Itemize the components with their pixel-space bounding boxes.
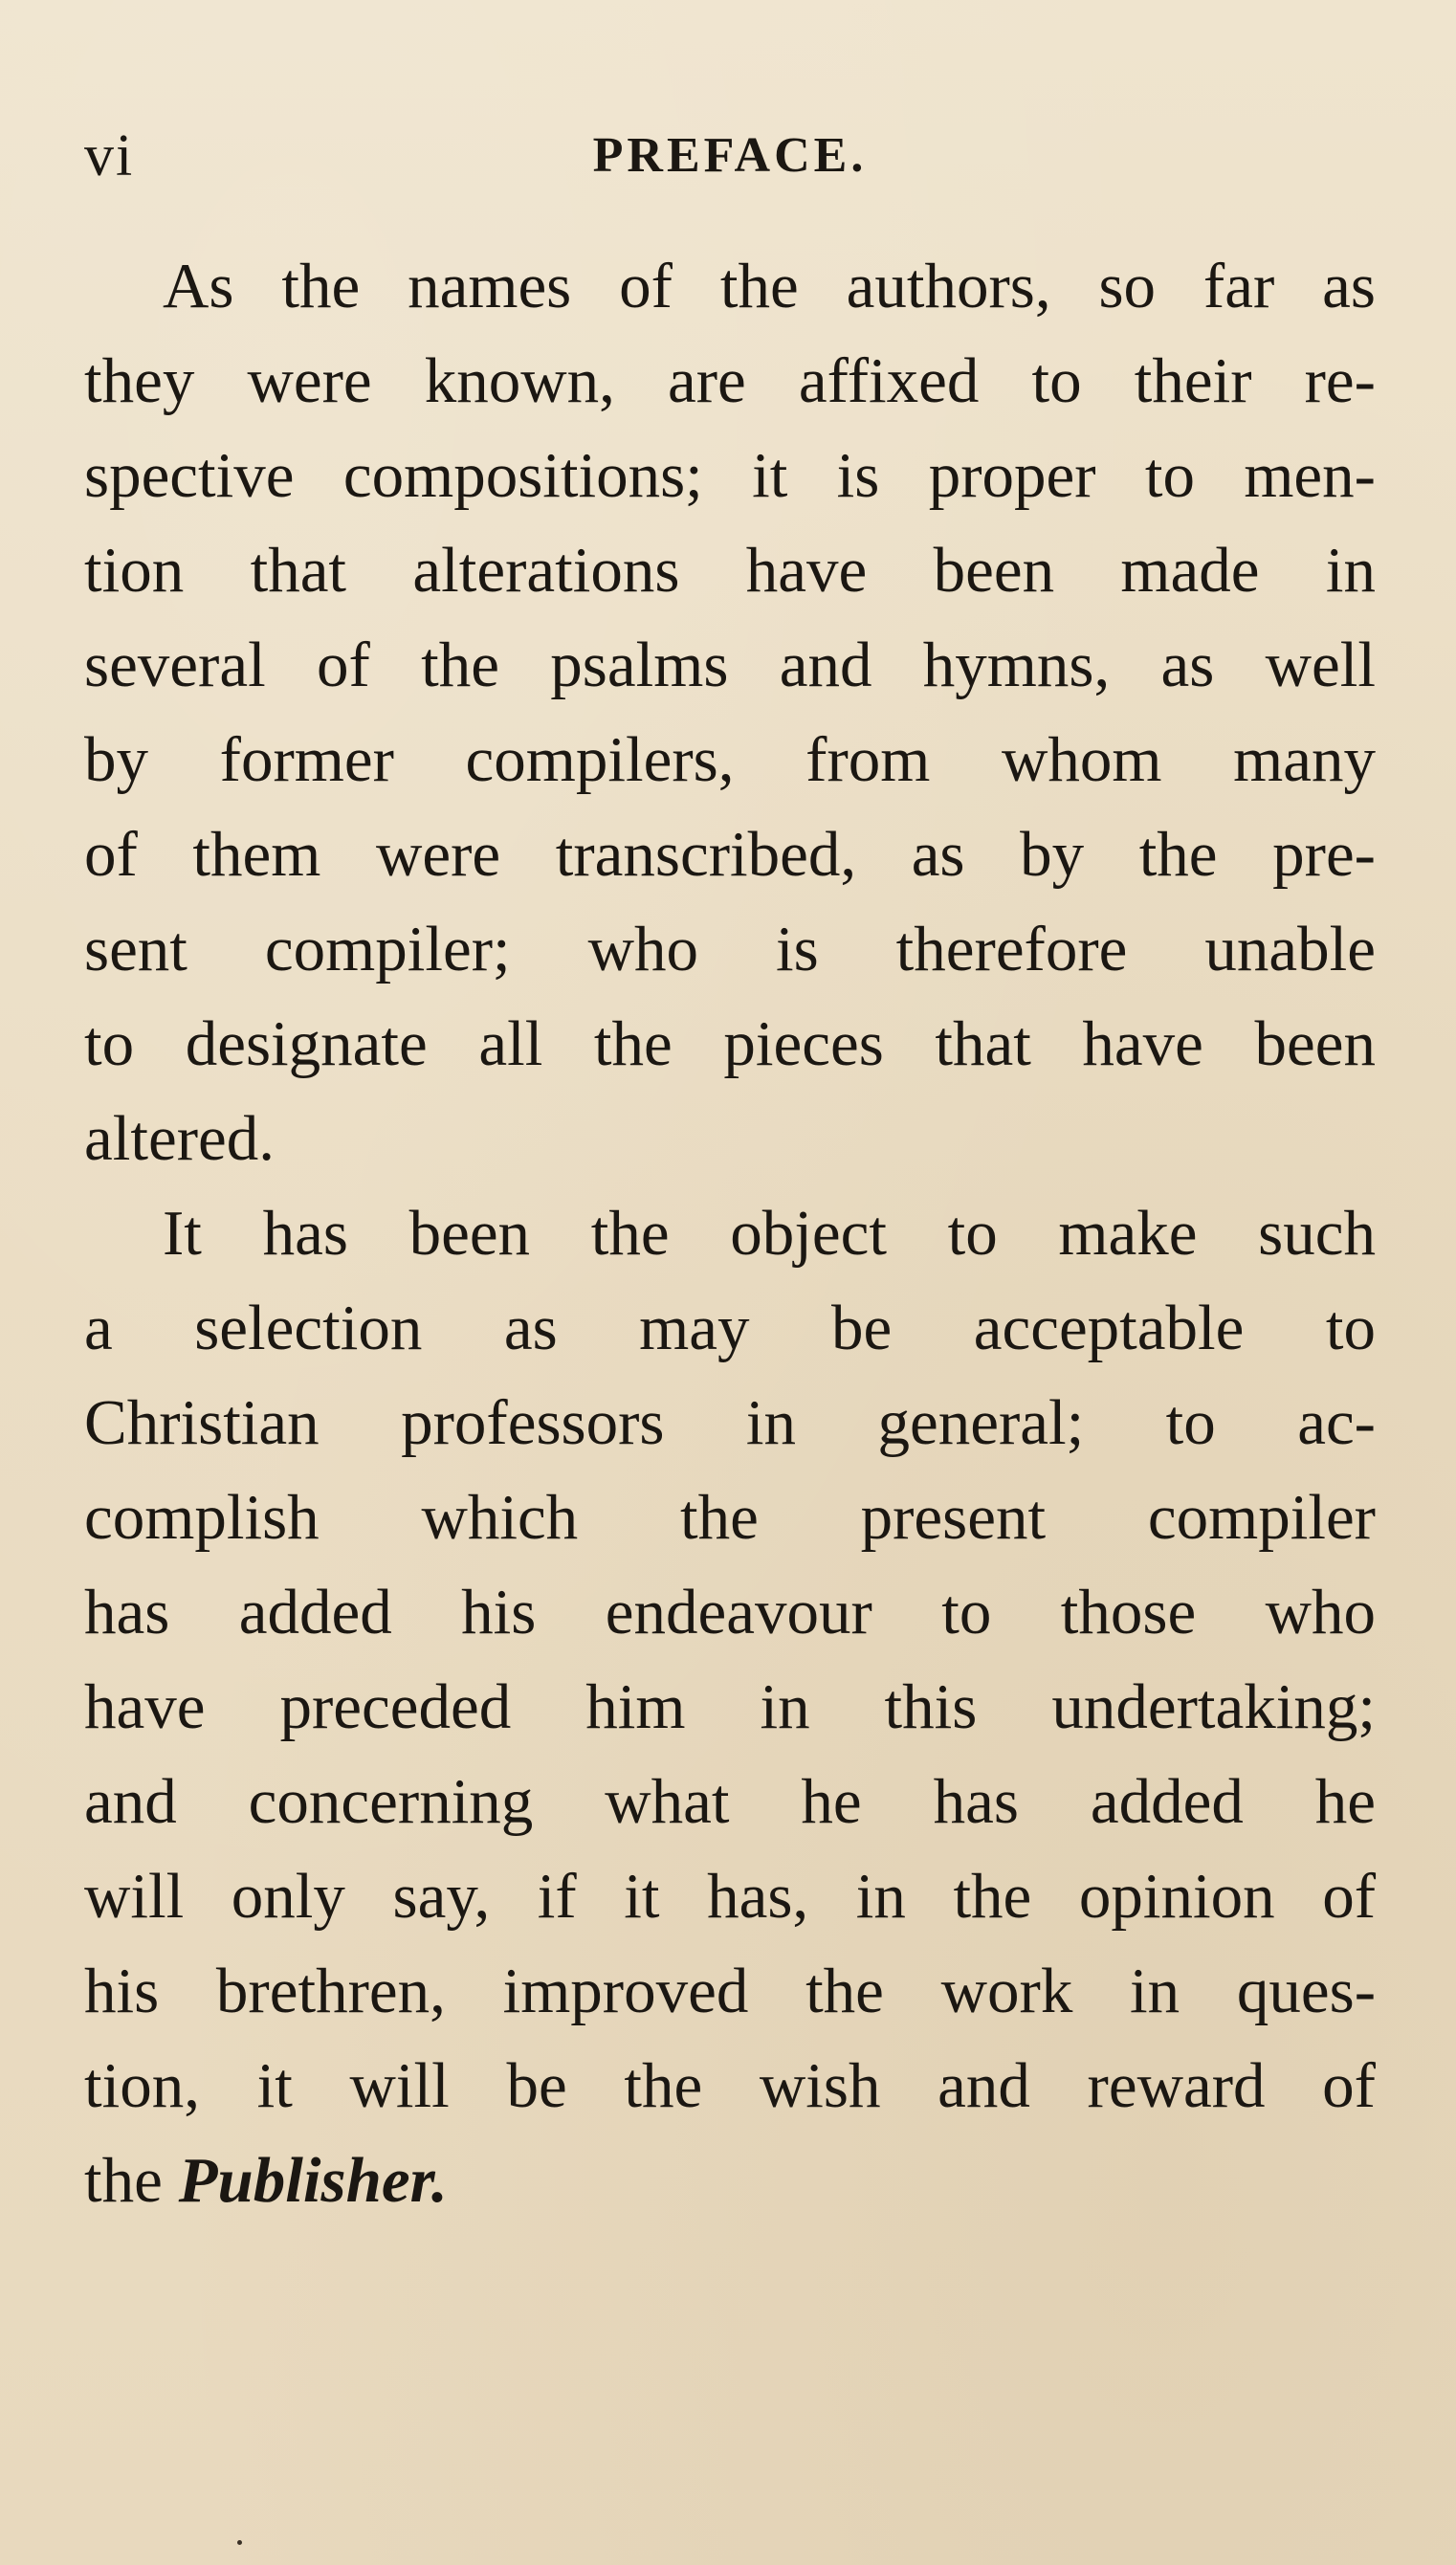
text-line: by former compilers, from whom many xyxy=(84,724,1376,795)
text-line: Christian professors in general; to ac- xyxy=(84,1387,1376,1458)
text-line: of them were transcribed, as by the pre- xyxy=(84,819,1376,890)
paragraph-2 xyxy=(84,1186,1376,2228)
text-line: altered. xyxy=(84,1103,276,1174)
text-line: tion, it will be the wish and reward of xyxy=(84,2050,1376,2121)
text-line: several of the psalms and hymns, as well xyxy=(84,630,1376,700)
preface-body xyxy=(84,239,1376,2228)
text-line: tion that alterations have been made in xyxy=(84,535,1376,606)
text-line: spective compositions; it is proper to men- xyxy=(84,440,1376,511)
text-line: will only say, if it has, in the opinion of xyxy=(84,1861,1376,1932)
text-line: a selection as may be acceptable to xyxy=(84,1293,1376,1363)
text-line: they were known, are affixed to their re- xyxy=(84,345,1376,416)
text-line: As the names of the authors, so far as xyxy=(163,251,1376,321)
page-number: vi xyxy=(84,123,135,188)
running-head: PREFACE. xyxy=(592,128,868,183)
page-header xyxy=(84,122,1376,189)
text-line: sent compiler; who is therefore unable xyxy=(84,914,1376,984)
text-line: to designate all the pieces that have been xyxy=(84,1008,1376,1079)
text-line: his brethren, improved the work in ques- xyxy=(84,1956,1376,2026)
paragraph-1 xyxy=(84,239,1376,1186)
closing-line xyxy=(84,2134,1376,2228)
text-line: have preceded him in this undertaking; xyxy=(84,1671,1376,1742)
text-line: complish which the present compiler xyxy=(84,1482,1376,1553)
text-line: It has been the object to make such xyxy=(163,1198,1376,1269)
paper-speck xyxy=(237,2540,242,2545)
text-line: and concerning what he has added he xyxy=(84,1766,1376,1837)
text-line: has added his endeavour to those who xyxy=(84,1577,1376,1647)
publisher-signature: Publisher. xyxy=(178,2145,448,2216)
closing-prefix: the xyxy=(84,2145,179,2216)
